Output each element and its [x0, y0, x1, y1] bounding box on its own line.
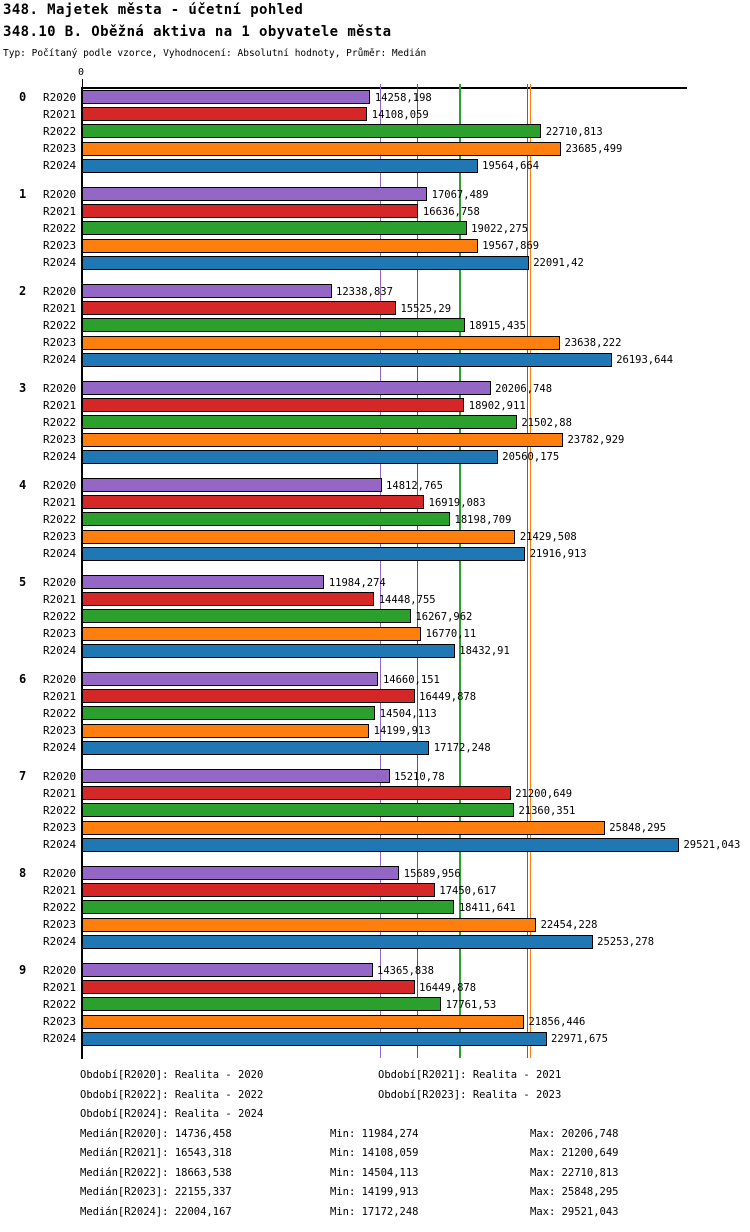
bar-R2024: [82, 644, 455, 658]
bar-value-label: 17761,53: [445, 998, 497, 1011]
group-label: 7: [19, 769, 27, 783]
bar-value-label: 18198,709: [454, 513, 512, 526]
bar-value-label: 14812,765: [386, 479, 443, 492]
bar-R2020: [82, 866, 399, 880]
bar-year-label: R2023: [43, 336, 77, 350]
bar-R2020: [82, 575, 324, 589]
bar-value-label: 16449,878: [419, 690, 477, 703]
bar-value-label: 14258,198: [374, 91, 432, 104]
bar-R2021: [82, 980, 415, 994]
stat-min: Min: 14504,113: [330, 1166, 419, 1179]
group-label: 4: [19, 478, 27, 492]
bar-R2023: [82, 142, 561, 156]
bar-value-label: 16919,083: [428, 496, 486, 509]
bar-year-label: R2022: [43, 512, 77, 526]
bar-R2020: [82, 381, 491, 395]
stat-max: Max: 20206,748: [530, 1127, 619, 1140]
bar-year-label: R2023: [43, 627, 77, 641]
bar-value-label: 29521,043: [683, 839, 741, 852]
bar-R2023: [82, 530, 515, 544]
bar-R2024: [82, 935, 593, 949]
stat-max: Max: 22710,813: [530, 1166, 619, 1179]
bar-R2020: [82, 769, 390, 783]
bar-year-label: R2024: [43, 644, 77, 658]
bar-value-label: 25848,295: [609, 822, 667, 835]
bar-value-label: 17450,617: [439, 884, 497, 897]
bar-year-label: R2020: [43, 866, 77, 880]
bar-year-label: R2024: [43, 159, 77, 173]
bar-R2020: [82, 672, 378, 686]
bar-R2022: [82, 221, 467, 235]
group-label: 0: [19, 90, 27, 104]
bar-value-label: 23685,499: [565, 143, 623, 156]
bar-value-label: 22971,675: [551, 1033, 608, 1046]
bar-year-label: R2024: [43, 353, 77, 367]
report-meta: Typ: Počítaný podle vzorce, Vyhodnocení: Absolutní hodnoty, Průměr: Medián: [3, 48, 427, 59]
stat-median: Medián[R2020]: 14736,458: [80, 1127, 232, 1140]
bar-value-label: 23782,929: [567, 434, 625, 447]
group-label: 6: [19, 672, 27, 686]
bar-R2020: [82, 963, 373, 977]
bar-value-label: 15525,29: [400, 302, 452, 315]
bar-value-label: 21429,508: [519, 531, 577, 544]
bar-R2022: [82, 609, 411, 623]
bar-value-label: 18432,91: [459, 645, 510, 658]
bar-year-label: R2021: [43, 689, 77, 703]
bar-value-label: 14448,755: [378, 593, 436, 606]
bar-year-label: R2022: [43, 124, 77, 138]
bar-year-label: R2022: [43, 318, 77, 332]
bar-year-label: R2021: [43, 786, 77, 800]
bar-value-label: 20206,748: [495, 382, 553, 395]
legend-period: Období[R2020]: Realita - 2020: [80, 1069, 264, 1081]
bar-value-label: 18411,641: [458, 901, 516, 914]
median-line-R2023: [530, 84, 531, 1058]
bar-value-label: 17172,248: [433, 742, 491, 755]
bar-R2023: [82, 821, 605, 835]
stat-median: Medián[R2021]: 16543,318: [80, 1147, 232, 1160]
bar-R2022: [82, 803, 514, 817]
bar-year-label: R2020: [43, 769, 77, 783]
bar-R2023: [82, 239, 478, 253]
bar-year-label: R2022: [43, 221, 77, 235]
bar-year-label: R2021: [43, 883, 77, 897]
group-label: 3: [19, 381, 27, 395]
bar-R2024: [82, 159, 478, 173]
bar-R2023: [82, 433, 563, 447]
bar-value-label: 25253,278: [597, 936, 655, 949]
bar-year-label: R2022: [43, 803, 77, 817]
report-subtitle: 348.10 B. Oběžná aktiva na 1 obyvatele města: [3, 24, 392, 40]
bar-value-label: 23638,222: [564, 337, 622, 350]
stat-min: Min: 14108,059: [330, 1147, 419, 1160]
bar-year-label: R2024: [43, 741, 77, 755]
bar-value-label: 16449,878: [419, 981, 477, 994]
bar-R2024: [82, 353, 612, 367]
bar-year-label: R2020: [43, 478, 77, 492]
bar-year-label: R2023: [43, 433, 77, 447]
stat-median: Medián[R2024]: 22004,167: [80, 1206, 232, 1218]
legend-period: Období[R2021]: Realita - 2021: [378, 1069, 562, 1081]
stat-max: Max: 29521,043: [530, 1206, 619, 1218]
bar-value-label: 26193,644: [616, 354, 674, 367]
bar-R2021: [82, 107, 367, 121]
report-title: 348. Majetek města - účetní pohled: [3, 2, 304, 18]
bar-value-label: 18902,911: [468, 399, 526, 412]
bar-R2024: [82, 256, 529, 270]
y-axis-line: [81, 87, 83, 1059]
bar-value-label: 16636,758: [422, 205, 480, 218]
bar-R2023: [82, 336, 560, 350]
bar-year-label: R2024: [43, 1032, 77, 1046]
bar-R2023: [82, 918, 536, 932]
bar-value-label: 21200,649: [515, 787, 573, 800]
bar-value-label: 18915,435: [469, 319, 526, 332]
bar-R2022: [82, 997, 441, 1011]
stat-min: Min: 17172,248: [330, 1206, 419, 1218]
bar-R2021: [82, 398, 464, 412]
bar-R2022: [82, 512, 450, 526]
bar-year-label: R2024: [43, 256, 77, 270]
group-label: 2: [19, 284, 27, 298]
bar-year-label: R2020: [43, 963, 77, 977]
bar-year-label: R2022: [43, 900, 77, 914]
bar-value-label: 11984,274: [328, 576, 386, 589]
group-label: 9: [19, 963, 27, 977]
bar-year-label: R2023: [43, 821, 77, 835]
stat-min: Min: 11984,274: [330, 1127, 419, 1140]
bar-R2021: [82, 689, 415, 703]
bar-R2021: [82, 301, 396, 315]
bar-year-label: R2021: [43, 301, 77, 315]
bar-value-label: 21502,88: [521, 416, 572, 429]
bar-value-label: 21360,351: [518, 804, 576, 817]
bar-R2023: [82, 627, 421, 641]
bar-R2024: [82, 741, 429, 755]
bar-value-label: 22091,42: [533, 257, 584, 270]
stat-median: Medián[R2022]: 18663,538: [80, 1166, 232, 1179]
bar-year-label: R2023: [43, 724, 77, 738]
bar-R2020: [82, 187, 427, 201]
bar-R2020: [82, 90, 370, 104]
bar-year-label: R2024: [43, 935, 77, 949]
bar-R2024: [82, 838, 679, 852]
bar-year-label: R2021: [43, 204, 77, 218]
bar-year-label: R2024: [43, 838, 77, 852]
bar-year-label: R2021: [43, 495, 77, 509]
bar-R2022: [82, 706, 375, 720]
bar-year-label: R2020: [43, 672, 77, 686]
bar-value-label: 14660,151: [382, 673, 440, 686]
legend-period: Období[R2024]: Realita - 2024: [80, 1108, 264, 1121]
bar-year-label: R2023: [43, 239, 77, 253]
legend-period: Období[R2023]: Realita - 2023: [378, 1088, 562, 1101]
bar-value-label: 17067,489: [431, 188, 489, 201]
bar-value-label: 21856,446: [528, 1016, 586, 1029]
bar-R2022: [82, 124, 541, 138]
bar-value-label: 15689,956: [403, 867, 461, 880]
bar-R2023: [82, 724, 369, 738]
bar-year-label: R2023: [43, 530, 77, 544]
bar-year-label: R2020: [43, 575, 77, 589]
bar-value-label: 20560,175: [502, 451, 560, 464]
bar-R2021: [82, 592, 374, 606]
bar-year-label: R2021: [43, 592, 77, 606]
group-label: 1: [19, 187, 27, 201]
bar-year-label: R2021: [43, 398, 77, 412]
bar-value-label: 19022,275: [471, 222, 529, 235]
bar-R2021: [82, 786, 511, 800]
stat-max: Max: 21200,649: [530, 1147, 619, 1160]
bar-R2020: [82, 284, 332, 298]
stat-max: Max: 25848,295: [530, 1186, 619, 1199]
group-label: 5: [19, 575, 27, 589]
bar-year-label: R2020: [43, 381, 77, 395]
bar-year-label: R2024: [43, 450, 77, 464]
bar-year-label: R2021: [43, 980, 77, 994]
bar-year-label: R2020: [43, 187, 77, 201]
bar-year-label: R2022: [43, 997, 77, 1011]
bar-value-label: 14108,059: [371, 108, 429, 121]
bar-value-label: 19564,664: [482, 160, 540, 173]
bar-value-label: 22454,228: [540, 919, 598, 932]
legend-period: Období[R2022]: Realita - 2022: [80, 1088, 264, 1101]
bar-year-label: R2023: [43, 142, 77, 156]
bar-value-label: 14504,113: [379, 707, 437, 720]
bar-year-label: R2020: [43, 90, 77, 104]
bar-R2024: [82, 450, 498, 464]
bar-value-label: 12338,837: [336, 285, 393, 298]
bar-value-label: 16267,962: [415, 610, 473, 623]
bar-R2020: [82, 478, 382, 492]
bar-year-label: R2021: [43, 107, 77, 121]
bar-value-label: 14365,838: [377, 964, 434, 977]
bar-value-label: 22710,813: [545, 125, 603, 138]
bar-R2022: [82, 900, 454, 914]
bar-year-label: R2023: [43, 918, 77, 932]
x-axis-line: [82, 87, 687, 89]
bar-R2024: [82, 547, 525, 561]
bar-value-label: 19567,869: [482, 240, 540, 253]
bar-R2022: [82, 318, 465, 332]
stat-min: Min: 14199,913: [330, 1186, 419, 1199]
bar-year-label: R2022: [43, 415, 77, 429]
bar-R2021: [82, 495, 424, 509]
x-axis-zero-label: 0: [78, 67, 85, 78]
bar-year-label: R2020: [43, 284, 77, 298]
bar-year-label: R2022: [43, 706, 77, 720]
bar-R2021: [82, 204, 418, 218]
bar-R2022: [82, 415, 517, 429]
bar-year-label: R2022: [43, 609, 77, 623]
bar-value-label: 21916,913: [529, 548, 587, 561]
bar-year-label: R2023: [43, 1015, 77, 1029]
stat-median: Medián[R2023]: 22155,337: [80, 1186, 232, 1199]
bar-R2023: [82, 1015, 524, 1029]
bar-value-label: 15210,78: [394, 770, 445, 783]
bar-R2021: [82, 883, 435, 897]
bar-year-label: R2024: [43, 547, 77, 561]
bar-R2024: [82, 1032, 547, 1046]
bar-value-label: 16770,11: [425, 628, 477, 641]
bar-value-label: 14199,913: [373, 725, 431, 738]
group-label: 8: [19, 866, 27, 880]
